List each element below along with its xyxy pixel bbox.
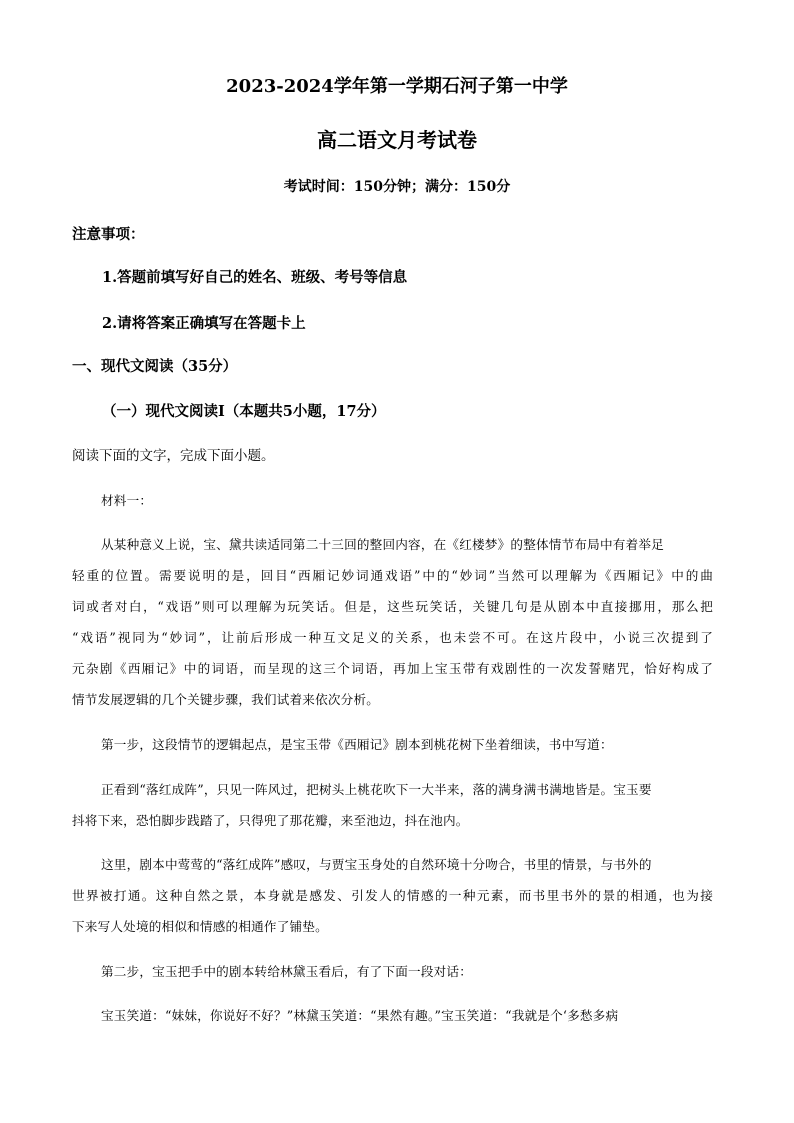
notice-item: 2.请将答案正确填写在答题卡上: [102, 315, 306, 332]
passage-line: 元杂剧《西厢记》中的词语，而呈现的这三个词语，再加上宝玉带有戏剧性的一次发誓赌咒，恰好构成了: [72, 661, 713, 676]
notice-item: 1.答题前填写好自己的姓名、班级、考号等信息: [102, 269, 408, 286]
passage-line: 世界被打通。这种自然之景，本身就是感发、引发人的情感的一种元素，而书里书外的景的相通，也为接: [72, 888, 713, 903]
passage-line: 下来写人处境的相似和情感的相通作了铺垫。: [72, 919, 328, 934]
passage-line: 从某种意义上说，宝、黛共读适同第二十三回的整回内容，在《红楼梦》的整体情节布局中有着举足: [101, 537, 664, 552]
passage-line: 词或者对白，“戏语”则可以理解为玩笑话。但是，这些玩笑话，关键几句是从剧本中直接挪用，那么把: [72, 599, 713, 614]
section-subheading: （一）现代文阅读Ⅰ（本题共5小题，17分）: [102, 403, 386, 420]
section-heading: 一、现代文阅读（35分）: [72, 358, 238, 375]
passage-line: 抖将下来，恐怕脚步践踏了，只得兜了那花瓣，来至池边，抖在池内。: [72, 813, 469, 828]
passage-line: 宝玉笑道：“妹妹，你说好不好？”林黛玉笑道：“果然有趣。”宝玉笑道：“我就是个‘多愁多病: [101, 1008, 619, 1023]
passage-line: 情节发展逻辑的几个关键步骤，我们试着来依次分析。: [72, 692, 380, 707]
passage-line: 轻重的位置。需要说明的是，回目“西厢记妙词通戏语”中的“妙词”当然可以理解为《西厢记》中的曲: [72, 568, 713, 583]
reading-instruction: 阅读下面的文字，完成下面小题。: [72, 448, 275, 464]
notice-heading: 注意事项：: [72, 226, 145, 243]
passage-line: “戏语”视同为“妙词”，让前后形成一种互文足义的关系，也未尝不可。在这片段中，小说三次提到了: [72, 630, 713, 645]
passage-line: 正看到“落红成阵”，只见一阵风过，把树头上桃花吹下一大半来，落的满身满书满地皆是。宝玉要: [101, 782, 652, 797]
passage-line: 第一步，这段情节的逻辑起点，是宝玉带《西厢记》剧本到桃花树下坐着细读，书中写道：: [101, 737, 613, 752]
passage-line: 第二步，宝玉把手中的剧本转给林黛玉看后，有了下面一段对话：: [101, 964, 473, 979]
passage-line: 这里，剧本中莺莺的“落红成阵”感叹，与贾宝玉身处的自然环境十分吻合，书里的情景，与书外的: [101, 857, 652, 872]
material-label: 材料一：: [101, 493, 153, 508]
document-title: 2023-2024学年第一学期石河子第一中学: [226, 76, 568, 97]
exam-info: 考试时间：150分钟；满分：150分: [283, 179, 511, 195]
document-subtitle: 高二语文月考试卷: [317, 128, 477, 152]
